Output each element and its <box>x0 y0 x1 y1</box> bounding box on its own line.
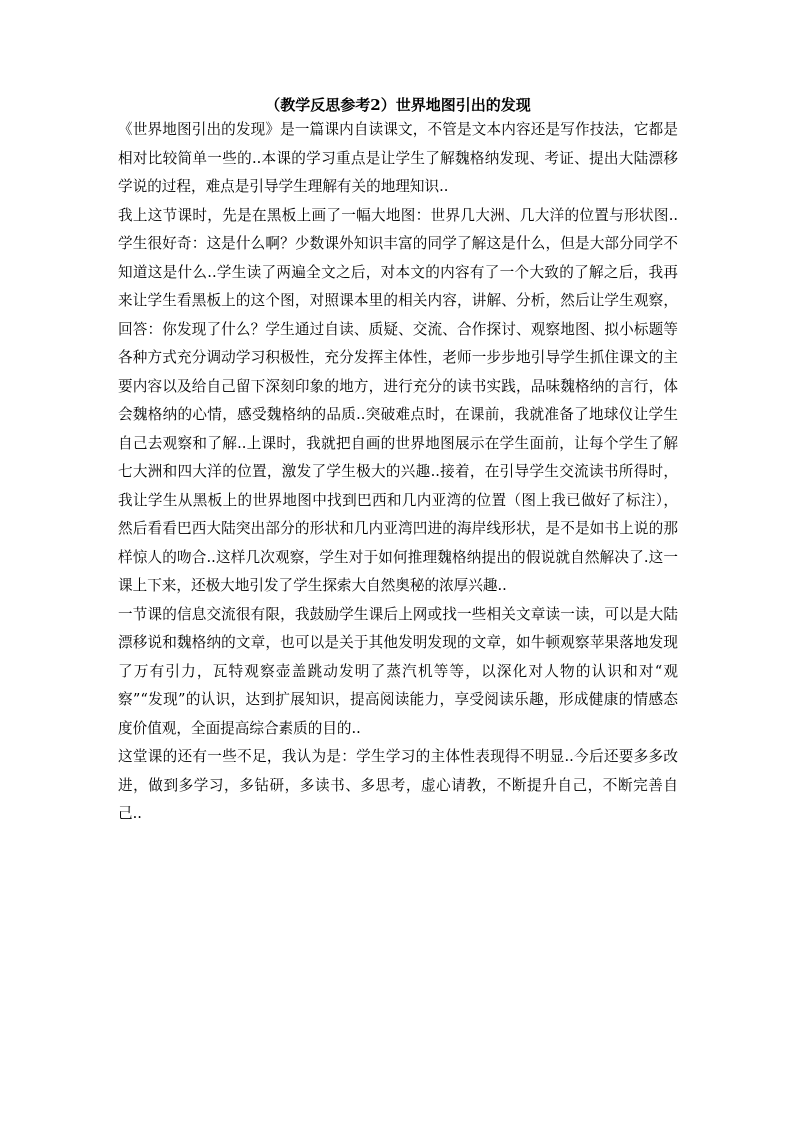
document-page <box>118 94 678 829</box>
paragraph-intro: 《世界地图引出的发现》是一篇课内自读课文，不管是文本内容还是写作技法，它都是相对比较简单一些的..本课的学习重点是让学生了解魏格纳发现、考证、提出大陆漂移学说的过程，难点是引导学生理解有关的地理知识.. <box>118 121 678 195</box>
document-title: （教学反思参考2）世界地图引出的发现 <box>265 96 531 114</box>
paragraph-lesson-process: 我上这节课时，先是在黑板上画了一幅大地图：世界几大洲、几大洋的位置与形状图..学生很好奇：这是什么啊？少数课外知识丰富的同学了解这是什么，但是大部分同学不知道这是什么..学生读了两遍全文之后，对本文的内容有了一个大致的了解之后，我再来让学生看黑板上的这个图，对照课本里的相关内容，讲解、分析，然后让学生观察，回答：你发现了什么？学生通过自读、质疑、交流、合作探讨、观察地图、拟小标题等各种方式充分调动学习积极性，充分发挥主体性，老师一步步地引导学生抓住课文的主要内容以及给自己留下深刻印象的地方，进行充分的读书实践，品味魏格纳的言行，体会魏格纳的心情，感受魏格纳的品质..突破难点时，在课前，我就准备了地球仪让学生自己去观察和了解..上课时，我就把自画的世界地图展示在学生面前，让每个学生了解七大洲和四大洋的位置，激发了学生极大的兴趣..接着，在引导学生交流读书所得时，我让学生从黑板上的世界地图中找到巴西和几内亚湾的位置（图上我已做好了标注），然后看看巴西大陆突出部分的形状和几内亚湾凹进的海岸线形状，是不是如书上说的那样惊人的吻合..这样几次观察，学生对于如何推理魏格纳提出的假说就自然解决了.这一课上下来，还极大地引发了学生探索大自然奥秘的浓厚兴趣.. <box>118 206 678 594</box>
paragraph-extension-reading: 一节课的信息交流很有限，我鼓励学生课后上网或找一些相关文章读一读，可以是大陆漂移说和魏格纳的文章，也可以是关于其他发明发现的文章，如牛顿观察苹果落地发现了万有引力，瓦特观察壶盖跳动发明了蒸汽机等等，以深化对人物的认识和对“观察”“发现”的认识，达到扩展知识，提高阅读能力，享受阅读乐趣，形成健康的情感态度价值观，全面提高综合素质的目的.. <box>118 605 678 737</box>
paragraph-shortcomings: 这堂课的还有一些不足，我认为是：学生学习的主体性表现得不明显..今后还要多多改进，做到多学习，多钻研，多读书、多思考，虚心请教，不断提升自己，不断完善自己.. <box>118 748 678 822</box>
